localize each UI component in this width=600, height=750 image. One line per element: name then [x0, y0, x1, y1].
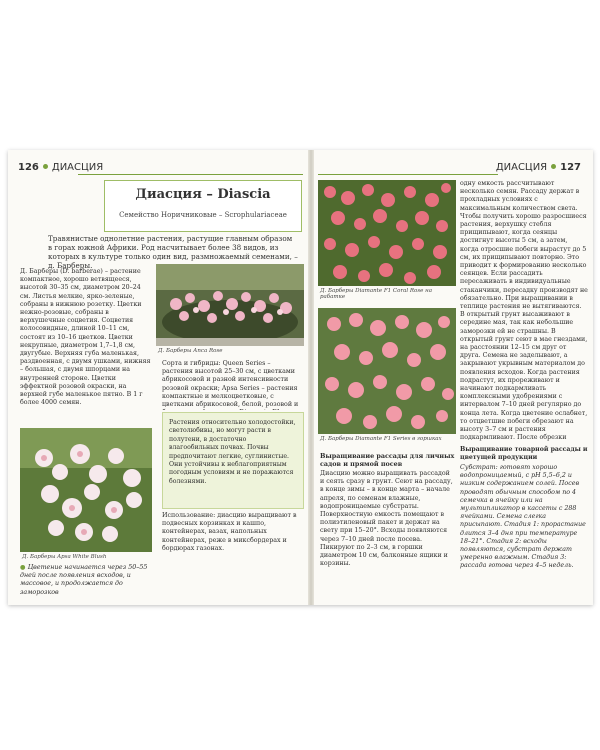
left-header-rule: [78, 174, 303, 175]
sowing-text: Диасцию можно выращивать рассадой и сеять сразу в грунт. Сеют на рассаду, в конце зимы – в конце марта – начале апреля, по семенам влажные, водопроницаемые субстраты. Поверхностную емкость помещают в полиэтиленовый пакет и держат на свету при 15–20°. Всходы появляются через 7–10 дней после посева. Пикируют по 2–3 см, в горшки диаметром 10 см, балконные ящики и корзины.: [320, 470, 453, 568]
photo3-caption: Д. Барберы Diamante F1 Coral Rose на рабатке: [320, 288, 433, 300]
photo-flowers-pot-icon: [156, 264, 304, 346]
plant-family: Семейство Норичниковые – Scrophulariaceae: [119, 211, 287, 219]
photo-pink-pots-icon: [318, 308, 456, 434]
photo1-caption: Д. Барберы Апса Rose: [158, 348, 223, 354]
right-head-title: ДИАСЦИЯ: [495, 162, 548, 173]
article-title: Диасция – Diascia: [135, 187, 271, 202]
intro-paragraph: Травянистые однолетние растения, растущие главным образом в горах южной Африки. Род насчитывает более 38 видов, из которых в культуре только один вид, размножаемый семенами, – д. Барберы.: [48, 234, 298, 270]
varieties-text: Сорта и гибриды: Queen Series – растения высотой 25–30 см, с цветками абрикосовой и разной интенсивности розовой окраски; Apsa Series – растения компактные и мелкоцветковые, с цветками абрикосовой, белой, розовой и: [162, 360, 299, 409]
photo-coral-rose: [318, 180, 456, 286]
species-description: Д. Барберы (D. barberae) – растение компактное, хорошо ветвящееся, высотой 30–35 см, диаметром 20–24 см. Листья мелкие, ярко-зеленые, собраны в нижнюю розетку. Цветки нежно-розовые, собраны в верхушечные соцветия. Соцветия колосовидные, длиной 10–11 см, состоят из 10–16 цветков. Цветки некрупные, диаметром 1,7–1,8 см, двугубые. Верхняя губа маленькая, раздвоенная, с двумя ушками, нижняя – большая, с двумя шпорцами на внутренней стороне. Цветки эффектной розовой окраски, на верхней губе маленькое пятно. В 1 г более 4000 семян.: [20, 268, 151, 407]
book-spread: [8, 150, 593, 605]
photo4-caption: Д. Барберы Diamante F1 Series в горшках: [320, 436, 442, 442]
sowing-subhead: Выращивание рассады для личных садов и прямой посев: [320, 452, 455, 469]
right-column-text: одну емкость рассчитывают несколько семян. Рассаду держат в прохладных условиях с максимальным количеством света. Чтобы получить хорошо разросшиеся растения, верхушку стебля прищипывают, когда сеянцы достигнут высоты 5 см, а затем, когда отросшие побеги вырастут до 5 см, их прищипывают повторно. Это приводит к формированию несколько сеянцев. Если рассадить пересаживать в индивидуальные стаканчики, пересадку производят не обязательно. При выращивании в теплице растения не вытягиваются. В открытый грунт высаживают в середине мая, так как небольшие заморозки ей не страшны. В открытый грунт сеют в мае гнездами, на расстоянии 12–15 см друг от друга. Семена не заделывают, а закрывают укрывным материалом до появления всходов. Когда растения подрастут, их прореживают и начинают подкармливать комплексными удобрениями с интервалом 7–10 дней регулярно до конца лета. Когда цветение ослабнет, то отцветшие побеги обрезают на высоту 3–7 см и растения подкармливают. После обрезки: [460, 180, 588, 442]
header-dot-icon: [43, 164, 48, 169]
bullet-icon: ●: [20, 564, 28, 571]
right-page-number: 127: [560, 162, 581, 173]
left-head-title: ДИАСЦИЯ: [51, 162, 104, 173]
photo-apsa-rose: [156, 264, 304, 346]
commercial-text: Субстрат: готовят хорошо водопроницаемый, с pH 5,5–6,2 и низким содержанием солей. Посев проводят обычным способом по 4 семечка в ячейку или на мультипликатор в кассеты с 288 ячейками. Семена слегка присыпают. Стадия 1: прорастание длится 3–4 дня при температуре 18–21°. Стадия 2: всходы появляются, субстрат держат умеренно влажным. Стадия 3: рассада готова через 4–5 недель.: [460, 464, 586, 570]
highlight-text: Растения относительно холодостойки, светолюбивы, но могут расти в полутени, в достаточно влагообильных почвах. Почвы предпочитают легкие, суглинистые. Они устойчивы к неблагоприятным погодным условиям и не поражаются болезнями.: [169, 419, 296, 485]
bloom-text: [20, 564, 152, 598]
commercial-subhead: Выращивание товарной рассады и цветущей продукции: [460, 446, 588, 462]
right-running-head: [496, 162, 581, 173]
book-gutter: [308, 150, 314, 605]
left-running-head: [18, 162, 103, 173]
left-page-number: 126: [18, 162, 39, 173]
use-text: Использование: диасцию выращивают в подвесных корзинках и кашпо, контейнерах, вазах, напольных контейнерах, реже в миксбордерах и бордюрах газонах.: [162, 512, 297, 552]
article-title-box: [104, 180, 302, 232]
photo-coral-flowers-icon: [318, 180, 456, 286]
photo-apsa-white-blush: [20, 428, 152, 552]
photo-white-blossoms-icon: [20, 428, 152, 552]
highlight-box: [162, 412, 304, 509]
bloom-text-body: Цветение начинается через 50–55 дней после появления всходов, и массовое, и продолжается до заморозков: [20, 564, 148, 596]
photo-diamante-pots: [318, 308, 456, 434]
header-dot-icon: [551, 164, 556, 169]
right-header-rule: [318, 174, 498, 175]
photo2-caption: Д. Барберы Apsa White Blush: [22, 554, 107, 560]
